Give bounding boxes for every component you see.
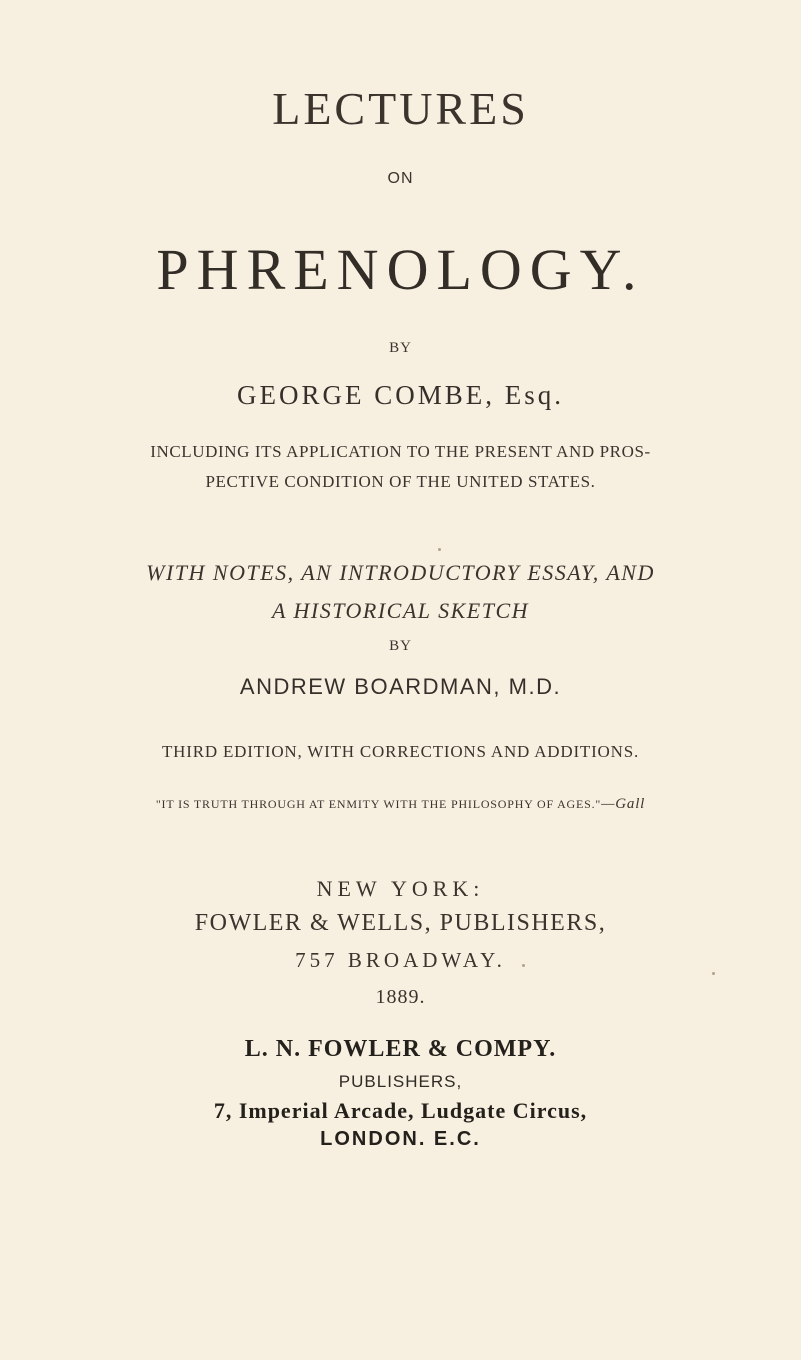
epigraph-attribution: —Gall — [601, 796, 646, 812]
notes-line-2: A HISTORICAL SKETCH — [271, 598, 530, 623]
imprint-city: NEW YORK: — [316, 876, 485, 901]
stamp-line-2: PUBLISHERS, — [338, 1072, 463, 1091]
stamp-line-4: LONDON. E.C. — [320, 1128, 481, 1150]
title-phrenology: PHRENOLOGY. — [156, 237, 645, 302]
imprint-publisher: FOWLER & WELLS, PUBLISHERS, — [194, 910, 607, 936]
paper-speck — [522, 964, 525, 967]
edition-statement: THIRD EDITION, WITH CORRECTIONS AND ADDITIONS. — [161, 742, 640, 761]
by-label-editor: BY — [389, 638, 412, 654]
epigraph — [0, 796, 801, 813]
epigraph-text: "IT IS TRUTH THROUGH AT ENMITY WITH THE PHILOSOPHY OF AGES." — [155, 797, 602, 811]
title-lectures: LECTURES — [272, 83, 529, 134]
paper-speck — [438, 548, 441, 551]
author-name: GEORGE COMBE, Esq. — [236, 380, 564, 410]
subtitle-line-2: PECTIVE CONDITION OF THE UNITED STATES. — [205, 472, 596, 491]
imprint-year: 1889. — [375, 986, 426, 1008]
stamp-line-3: 7, Imperial Arcade, Ludgate Circus, — [213, 1098, 588, 1123]
subtitle-line-1: INCLUDING ITS APPLICATION TO THE PRESENT AND PROS- — [150, 442, 651, 461]
stamp-line-1: L. N. FOWLER & COMPY. — [244, 1036, 557, 1062]
paper-speck — [712, 972, 715, 975]
imprint-address: 757 BROADWAY. — [295, 948, 506, 972]
notes-line-1: WITH NOTES, AN INTRODUCTORY ESSAY, AND — [146, 560, 655, 585]
by-label-author: BY — [389, 340, 412, 356]
title-on: ON — [387, 170, 414, 187]
editor-name: ANDREW BOARDMAN, M.D. — [239, 674, 562, 699]
